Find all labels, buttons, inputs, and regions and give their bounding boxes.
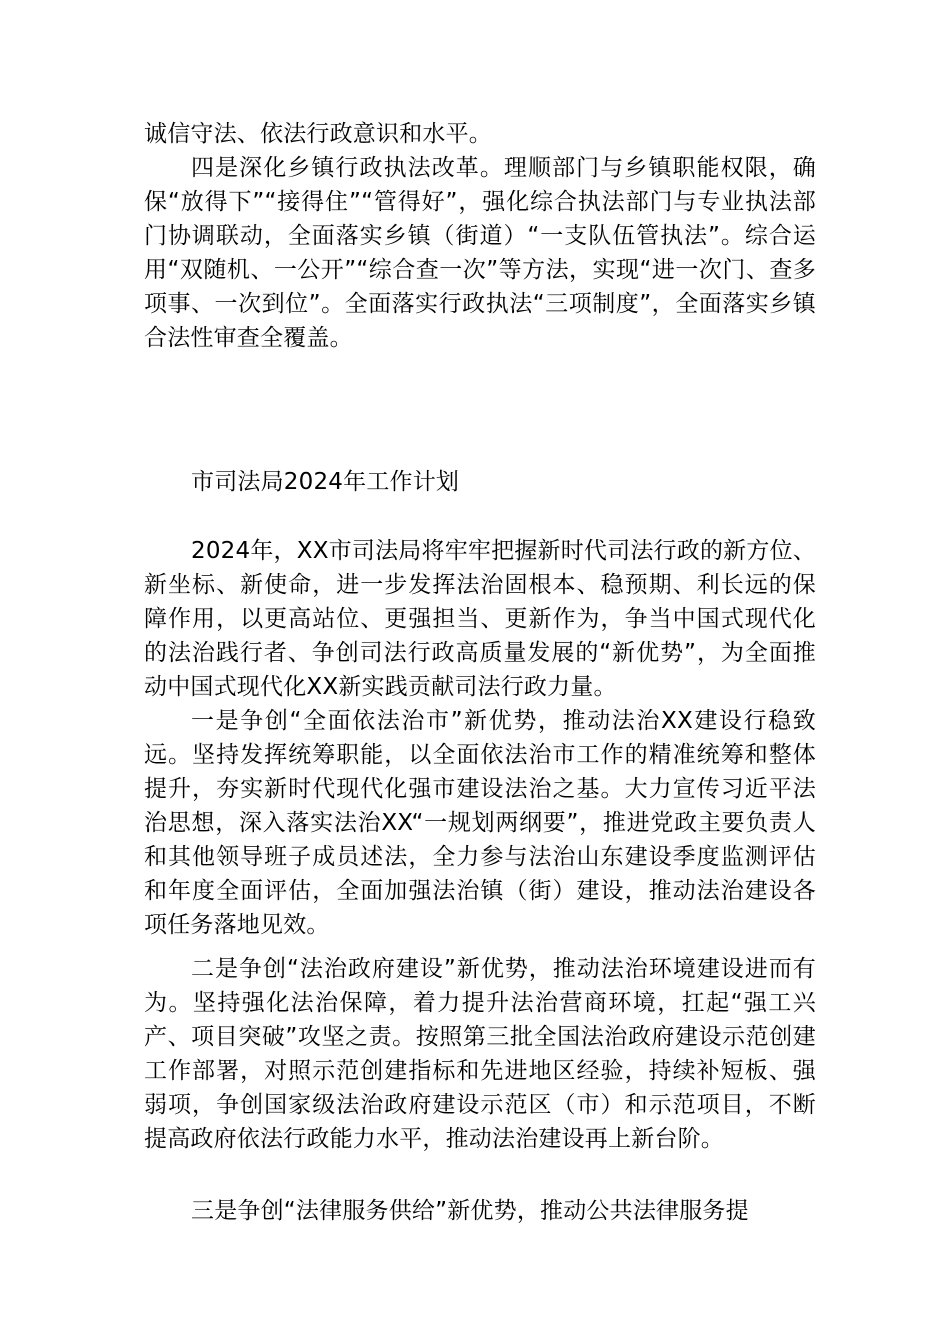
- paragraph-item-4: 四是深化乡镇行政执法改革。理顺部门与乡镇职能权限，确保“放得下”“接得住”“管得好”，强化综合执法部门与专业执法部门协调联动，全面落实乡镇（街道）“一支队伍管执法”。综合运用“双随机、一公开”“综合查一次”等方法，实现“进一次门、查多项事、一次到位”。全面落实行政执法“三项制度”，全面落实乡镇合法性审查全覆盖。: [144, 155, 816, 351]
- paragraph-item-3: 三是争创“法律服务供给”新优势，推动公共法律服务提: [191, 1198, 749, 1224]
- paragraph-item-1: 一是争创“全面依法治市”新优势，推动法治XX建设行稳致远。坚持发挥统筹职能，以全面依法治市工作的精准统筹和整体提升，夯实新时代现代化强市建设法治之基。大力宣传习近平法治思想，深入落实法治XX“一规划两纲要”，推进党政主要负责人和其他领导班子成员述法，全力参与法治山东建设季度监测评估和年度全面评估，全面加强法治镇（街）建设，推动法治建设各项任务落地见效。: [144, 708, 816, 938]
- paragraph-item-2: 二是争创“法治政府建设”新优势，推动法治环境建设进而有为。坚持强化法治保障，着力提升法治营商环境，扛起“强工兴产、项目突破”攻坚之责。按照第三批全国法治政府建设示范创建工作部署，对照示范创建指标和先进地区经验，持续补短板、强弱项，争创国家级法治政府建设示范区（市）和示范项目，不断提高政府依法行政能力水平，推动法治建设再上新台阶。: [144, 956, 816, 1152]
- intro-paragraph: 2024年，XX市司法局将牢牢把握新时代司法行政的新方位、新坐标、新使命，进一步发挥法治固根本、稳预期、利长远的保障作用，以更高站位、更强担当、更新作为，争当中国式现代化的法治践行者、争创司法行政高质量发展的“新优势”，为全面推动中国式现代化XX新实践贡献司法行政力量。: [144, 538, 816, 700]
- continuation-paragraph: 诚信守法、依法行政意识和水平。: [144, 121, 492, 147]
- document-title: 市司法局2024年工作计划: [191, 469, 460, 495]
